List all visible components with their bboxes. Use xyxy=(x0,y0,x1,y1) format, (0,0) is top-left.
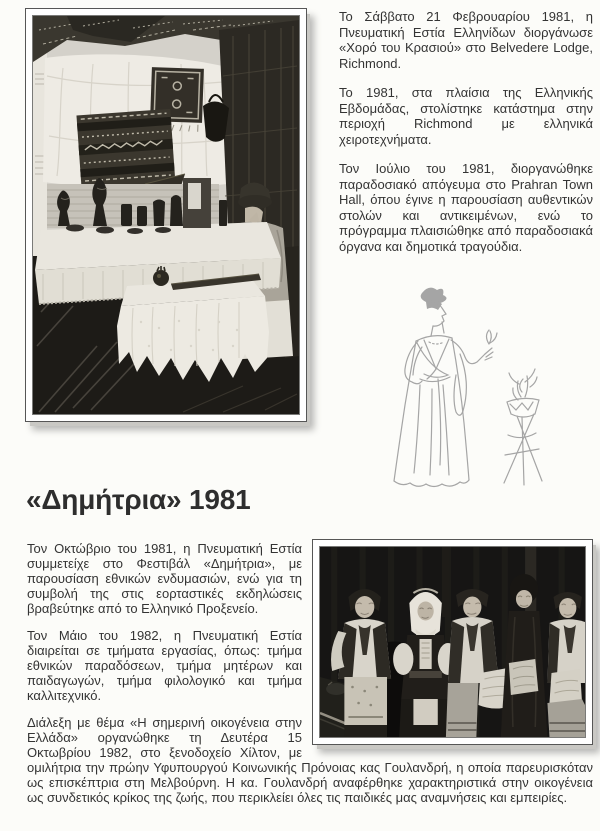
demeter-line-drawing-art xyxy=(372,283,572,498)
paragraph-wine-dance: Το Σάββατο 21 Φεβρουαρίου 1981, η Πνευματική Εστία Ελληνίδων διοργάνωσε «Χορό του Κρασιού» στο Belvedere Lodge, Richmond. xyxy=(339,9,593,71)
paragraph-dimitria-festival: Τον Οκτώβριο του 1981, η Πνευματική Εστία συμμετείχε στο Φεστιβάλ «Δημήτρια», με παρουσίαση εθνικών ενδυμασιών, ενώ για τη συμβολή της στις εορταστικές εκδηλώσεις βραβεύτηκε από το Ελληνικό Προξενείο. xyxy=(27,541,302,616)
paragraph-prahran: Τον Ιούλιο του 1981, διοργανώθηκε παραδοσιακό απόγευμα στο Prahran Town Hall, όπου έγινε η παρουσίαση αυθεντικών στολών και αντικειμένων, ενώ το πρόγραμμα πλαισιώθηκε από παραδοσιακά όργανα και δημοτικά τραγούδια. xyxy=(339,161,593,254)
festival-photo xyxy=(312,539,593,745)
festival-photo-art xyxy=(320,547,585,737)
paragraph-greek-week: Το 1981, στα πλαίσια της Ελληνικής Εβδομάδας, στολίστηκε κατάστημα στην περιοχή Richmond με ελληνικά χειροτεχνήματα. xyxy=(339,85,593,147)
festival-photo-image xyxy=(319,546,586,738)
exhibition-photo xyxy=(25,8,307,422)
bottom-section xyxy=(27,541,593,817)
paragraph-lecture: Διάλεξη με θέμα «Η σημερινή οικογένεια στην Ελλάδα» οργανώθηκε τη Δευτέρα 15 Οκτωβρίου 1982, στο ξενοδοχείο Χίλτον, με ομιλήτρια την πρώην Υφυπουργού Κοινωνικής Πρόνοιας κας Γουλανδρή, η οποία παρευρισκόταν ως επισκέπτρια στη Μελβούρνη. Η κα. Γουλανδρή αναφέρθηκε χαρακτηριστικά στην οικογένεια ως συνδετικός κρίκος της ζωής, που περικλείει όλες τις παιδικές μας αναμνήσεις και εμπειρίες. xyxy=(27,715,593,805)
paragraph-departments: Τον Μάιο του 1982, η Πνευματική Εστία διαιρείται σε τμήματα εργασίας, όπως: τμήμα εθνικών παραδόσεων, τμήμα μητέρων και παιδαγωγών, τμήμα φιλολογικό και τμήμα καλλιτεχνικό. xyxy=(27,628,302,703)
exhibition-photo-art xyxy=(33,16,299,414)
exhibition-photo-image xyxy=(32,15,300,415)
section-heading: «Δημήτρια» 1981 xyxy=(26,484,251,515)
demeter-line-drawing xyxy=(372,283,572,498)
top-text-column xyxy=(339,9,593,268)
